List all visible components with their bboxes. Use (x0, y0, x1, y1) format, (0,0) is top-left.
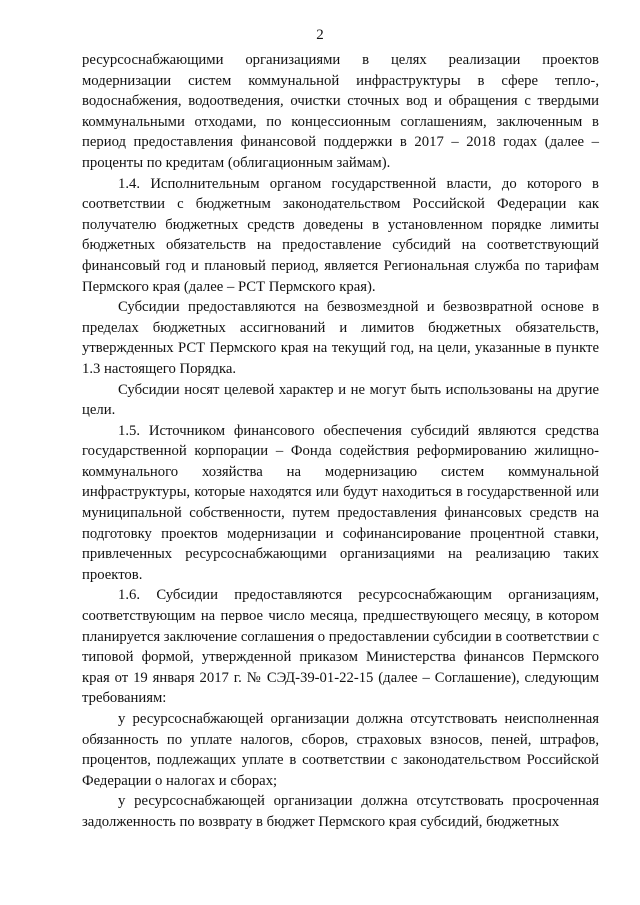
document-body (82, 50, 599, 833)
paragraph-subsidies-basis: Субсидии предоставляются на безвозмездной и безвозвратной основе в пределах бюджетных ассигнований и лимитов бюджетных обязательств, утвержденных РСТ Пермского края на текущий год, на цели, указанные в пункте 1.3 настоящего Порядка. (82, 299, 599, 377)
page-number: 2 (316, 27, 324, 43)
paragraph-clause-1-5: 1.5. Источником финансового обеспечения субсидий являются средства государственной корпорации – Фонда содействия реформированию жилищно-коммунального хозяйства на модернизацию систем коммунальной инфраструктуры, которые находятся или будут находиться в государственной или муниципальной собственности, путем предоставления финансовых средств на подготовку проектов модернизации и софинансирование процентной ставки, привлеченных ресурсоснабжающими организациями на реализацию таких проектов. (82, 422, 599, 583)
paragraph-clause-1-4: 1.4. Исполнительным органом государственной власти, до которого в соответствии с бюджетным законодательством Российской Федерации как получателю бюджетных средств доведены в установленном порядке лимиты бюджетных обязательств на предоставление субсидий на соответствующий финансовый год и плановый период, является Региональная служба по тарифам Пермского края (далее – РСТ Пермского края). (82, 175, 599, 295)
paragraph-continuation: ресурсоснабжающими организациями в целях реализации проектов модернизации систем коммунальной инфраструктуры в сфере тепло-, водоснабжения, водоотведения, очистки сточных вод и обращения с твердыми коммунальными отходами, по концессионным соглашениям, заключенным в период предоставления финансовой поддержки в 2017 – 2018 годах (далее – проценты по кредитам (облигационным займам). (82, 52, 599, 171)
paragraph-requirement-debt: у ресурсоснабжающей организации должна отсутствовать просроченная задолженность по возврату в бюджет Пермского края субсидий, бюджетных (82, 793, 599, 830)
paragraph-requirement-taxes: у ресурсоснабжающей организации должна отсутствовать неисполненная обязанность по уплате налогов, сборов, страховых взносов, пеней, штрафов, процентов, подлежащих уплате в соответствии с законодательством Российской Федерации о налогах и сборах; (82, 711, 599, 789)
paragraph-subsidies-purpose: Субсидии носят целевой характер и не могут быть использованы на другие цели. (82, 381, 599, 419)
paragraph-clause-1-6: 1.6. Субсидии предоставляются ресурсоснабжающим организациям, соответствующим на первое число месяца, предшествующего месяцу, в котором планируется заключение соглашения о предоставлении субсидии в соответствии с типовой формой, утвержденной приказом Министерства финансов Пермского края от 19 января 2017 г. № СЭД-39-01-22-15 (далее – Соглашение), следующим требованиям: (82, 587, 599, 707)
